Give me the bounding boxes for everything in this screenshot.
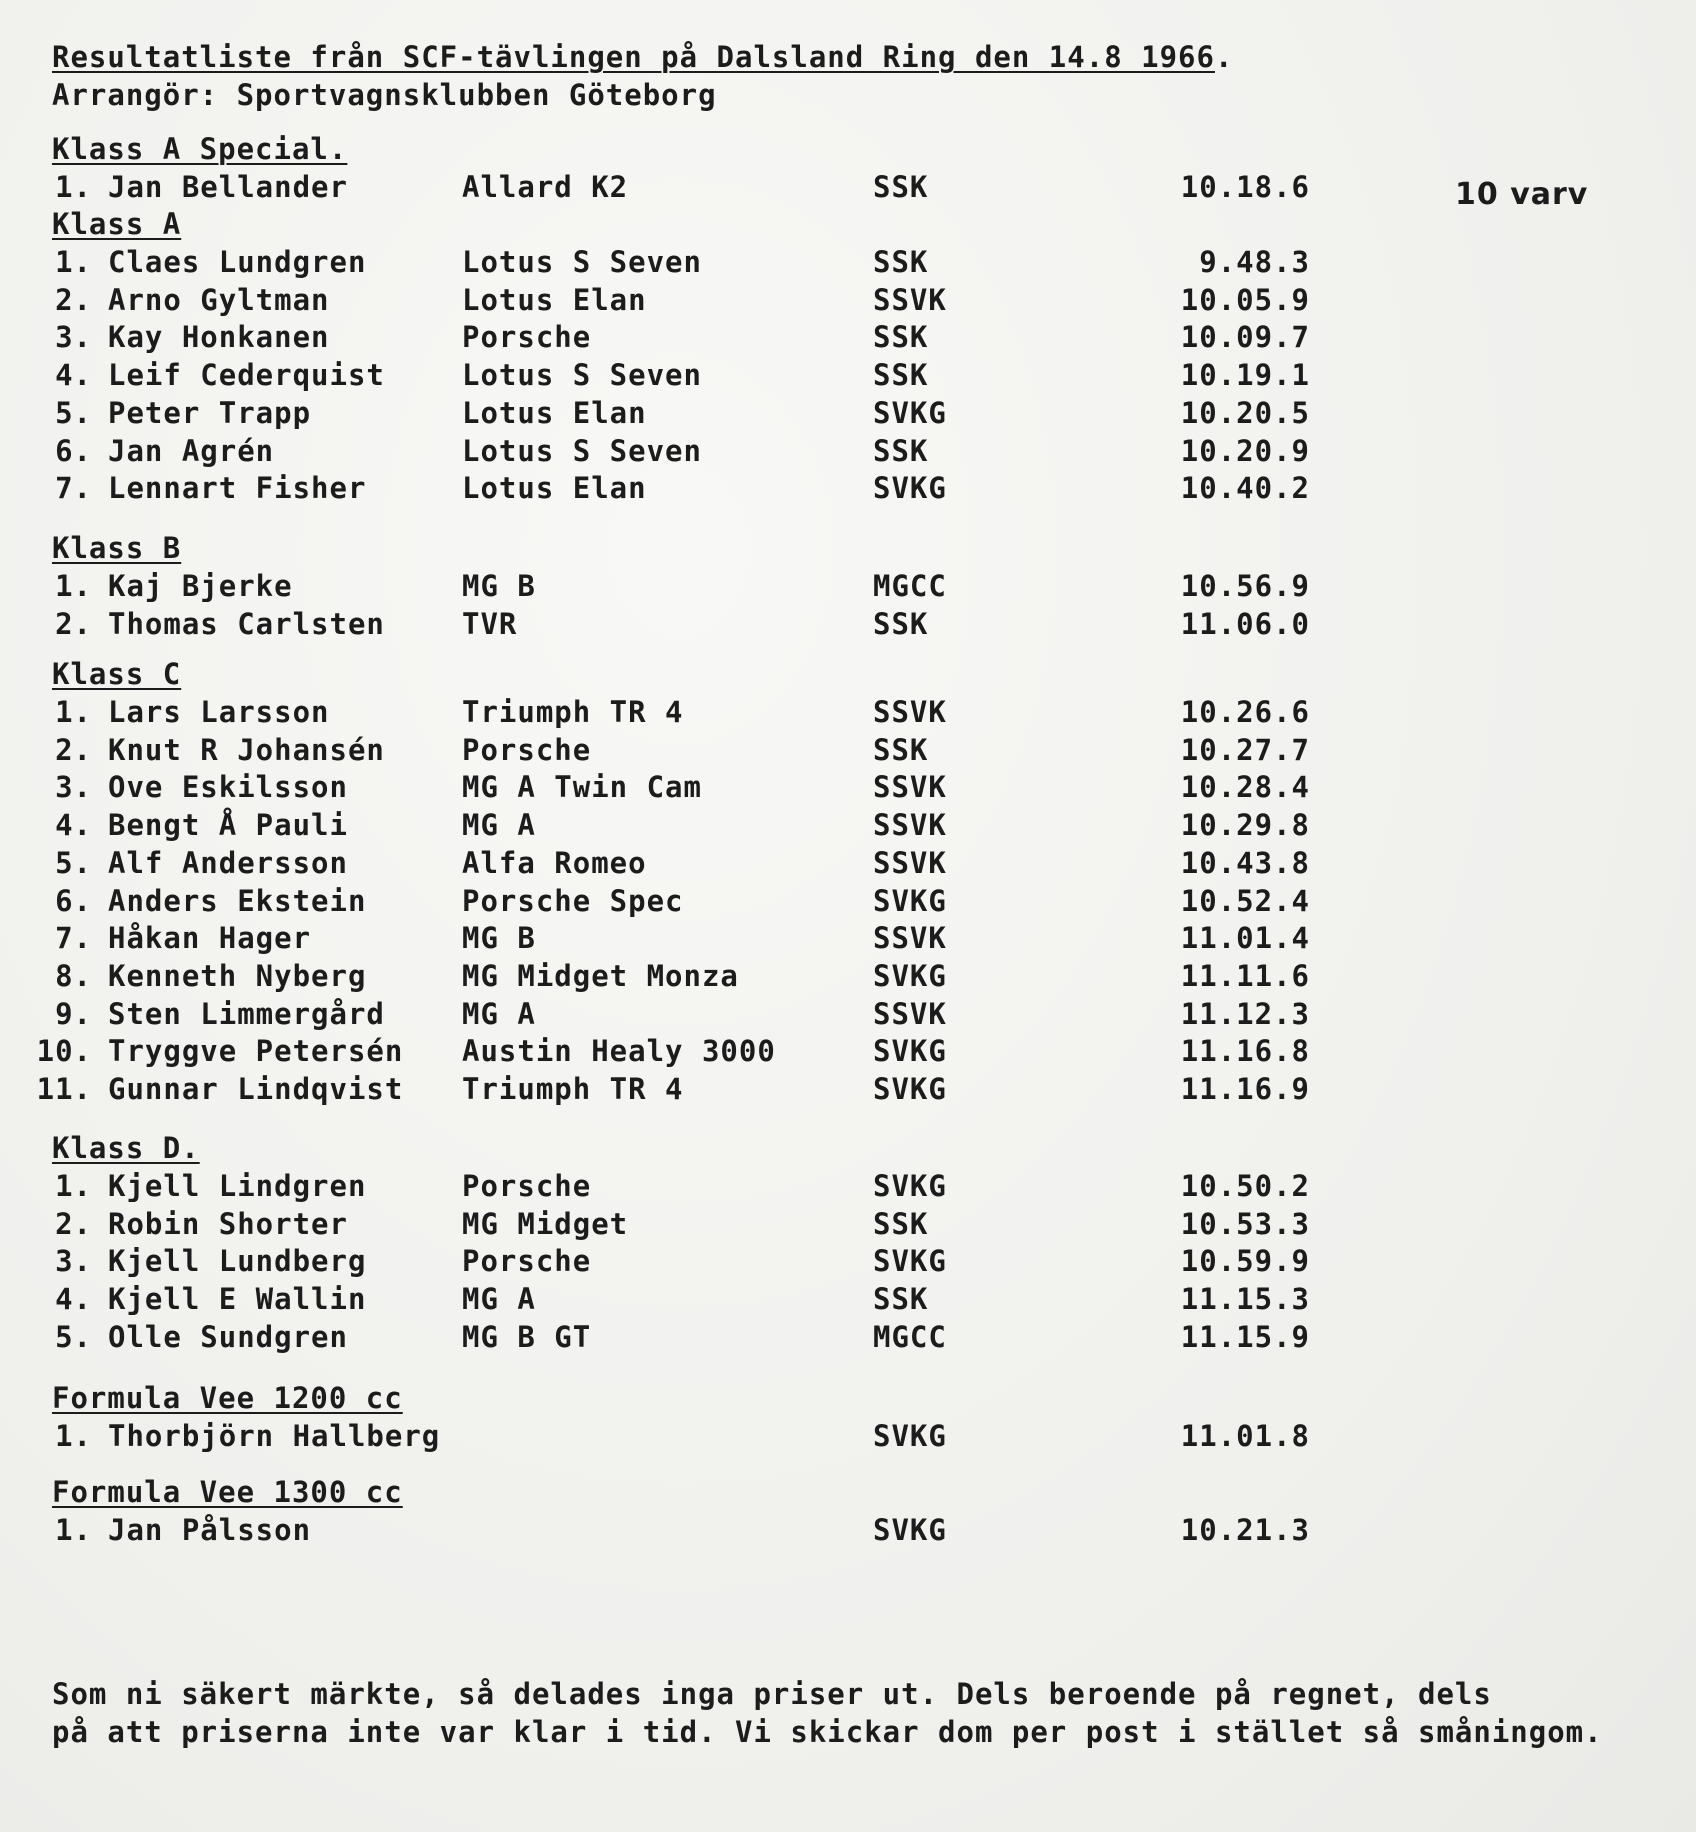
position: 7. (55, 471, 92, 506)
club: SSVK (873, 282, 947, 317)
car-model: Porsche (462, 1244, 592, 1279)
result-row (0, 170, 1696, 208)
car-model: Porsche Spec (462, 883, 684, 918)
driver-name: Kenneth Nyberg (108, 958, 367, 993)
position: 5. (55, 845, 92, 880)
club: SSK (873, 1206, 929, 1241)
lap-time: 10.20.9 (1180, 433, 1310, 468)
lap-time: 10.52.4 (1180, 883, 1310, 918)
car-model: Triumph TR 4 (462, 1072, 684, 1106)
result-row (0, 959, 1696, 997)
result-row (0, 1207, 1696, 1245)
result-row (0, 733, 1696, 771)
lap-time: 11.12.3 (1180, 996, 1310, 1031)
lap-time: 10.21.3 (1180, 1513, 1310, 1547)
driver-name: Gunnar Lindqvist (108, 1072, 404, 1106)
position: 6. (55, 883, 92, 918)
class-title: Klass A Special. (52, 132, 348, 166)
position: 2. (55, 282, 92, 317)
car-model: Lotus Elan (462, 471, 647, 506)
lap-time: 11.15.3 (1180, 1282, 1310, 1317)
position: 8. (55, 958, 92, 993)
club: MGCC (873, 569, 947, 603)
result-row (0, 396, 1696, 434)
car-model: Austin Healy 3000 (462, 1034, 776, 1069)
driver-name: Håkan Hager (108, 921, 312, 956)
lap-time: 10.28.4 (1180, 770, 1310, 805)
driver-name: Alf Andersson (108, 845, 348, 880)
position: 1. (55, 1419, 92, 1453)
class-title: Formula Vee 1200 cc (52, 1381, 403, 1415)
lap-time: 10.26.6 (1180, 695, 1310, 729)
lap-time: 10.09.7 (1180, 320, 1310, 355)
position: 3. (55, 770, 92, 805)
car-model: MG B GT (462, 1319, 592, 1354)
result-row (0, 770, 1696, 808)
position: 1. (55, 170, 92, 204)
footer-note (52, 1675, 1603, 1751)
position: 2. (55, 1206, 92, 1241)
driver-name: Knut R Johansén (108, 732, 385, 767)
position: 3. (55, 1244, 92, 1279)
position: 2. (55, 732, 92, 767)
position: 10. (36, 1034, 92, 1069)
lap-time: 10.56.9 (1180, 569, 1310, 603)
class-title: Formula Vee 1300 cc (52, 1475, 403, 1509)
results-title-period: . (1214, 40, 1234, 74)
driver-name: Thomas Carlsten (108, 606, 385, 641)
driver-name: Kaj Bjerke (108, 569, 293, 603)
lap-time: 10.50.2 (1180, 1169, 1310, 1203)
club: MGCC (873, 1319, 947, 1354)
club: SVKG (873, 1513, 947, 1547)
driver-name: Ove Eskilsson (108, 770, 348, 805)
car-model: MG B (462, 569, 536, 603)
car-model: MG A Twin Cam (462, 770, 702, 805)
result-row (0, 1034, 1696, 1072)
car-model: Alfa Romeo (462, 845, 647, 880)
lap-time: 10.20.5 (1180, 395, 1310, 430)
car-model: Lotus Elan (462, 282, 647, 317)
position: 3. (55, 320, 92, 355)
position: 9. (55, 996, 92, 1031)
result-row (0, 846, 1696, 884)
lap-time: 10.29.8 (1180, 808, 1310, 843)
result-row (0, 808, 1696, 846)
position: 4. (55, 1282, 92, 1317)
side-note-laps: 10 varv (1455, 177, 1589, 212)
document-header (52, 38, 1233, 114)
club: SSVK (873, 695, 947, 729)
car-model: Porsche (462, 732, 592, 767)
result-row (0, 569, 1696, 607)
position: 1. (55, 569, 92, 603)
lap-time: 10.40.2 (1180, 471, 1310, 506)
driver-name: Robin Shorter (108, 1206, 348, 1241)
driver-name: Kjell Lindgren (108, 1169, 367, 1203)
driver-name: Lars Larsson (108, 695, 330, 729)
driver-name: Jan Bellander (108, 170, 348, 204)
club: SVKG (873, 958, 947, 993)
result-row (0, 1282, 1696, 1320)
result-row (0, 434, 1696, 472)
club: SSVK (873, 770, 947, 805)
driver-name: Bengt Å Pauli (108, 808, 348, 843)
driver-name: Jan Agrén (108, 433, 275, 468)
driver-name: Kjell Lundberg (108, 1244, 367, 1279)
lap-time: 9.48.3 (1199, 245, 1310, 279)
car-model: Porsche (462, 320, 592, 355)
result-row (0, 695, 1696, 733)
result-row (0, 320, 1696, 358)
club: SVKG (873, 1034, 947, 1069)
driver-name: Claes Lundgren (108, 245, 367, 279)
footer-line-2: på att priserna inte var klar i tid. Vi skickar dom per post i stället så småningom. (52, 1715, 1603, 1749)
organizer-line: Arrangör: Sportvagnsklubben Göteborg (52, 78, 717, 112)
position: 4. (55, 808, 92, 843)
driver-name: Sten Limmergård (108, 996, 385, 1031)
class-title: Klass B (52, 531, 182, 565)
position: 5. (55, 1319, 92, 1354)
driver-name: Peter Trapp (108, 395, 312, 430)
lap-time: 10.53.3 (1180, 1206, 1310, 1241)
club: SSK (873, 732, 929, 767)
club: SVKG (873, 1419, 947, 1453)
lap-time: 11.01.8 (1180, 1419, 1310, 1453)
results-title: Resultatliste från SCF-tävlingen på Dalsland Ring den 14.8 1966 (52, 40, 1215, 74)
result-row (0, 1419, 1696, 1457)
car-model: Lotus S Seven (462, 245, 702, 279)
result-row (0, 921, 1696, 959)
car-model: MG A (462, 808, 536, 843)
car-model: Triumph TR 4 (462, 695, 684, 729)
driver-name: Jan Pålsson (108, 1513, 312, 1547)
lap-time: 11.01.4 (1180, 921, 1310, 956)
club: SVKG (873, 1072, 947, 1106)
club: SSVK (873, 845, 947, 880)
lap-time: 10.43.8 (1180, 845, 1310, 880)
result-row (0, 283, 1696, 321)
driver-name: Olle Sundgren (108, 1319, 348, 1354)
driver-name: Kjell E Wallin (108, 1282, 367, 1317)
result-row (0, 1072, 1696, 1110)
car-model: MG A (462, 1282, 536, 1317)
lap-time: 11.16.9 (1180, 1072, 1310, 1106)
driver-name: Lennart Fisher (108, 471, 367, 506)
lap-time: 11.15.9 (1180, 1319, 1310, 1354)
position: 6. (55, 433, 92, 468)
position: 4. (55, 358, 92, 393)
result-row (0, 1244, 1696, 1282)
result-row (0, 607, 1696, 645)
position: 1. (55, 245, 92, 279)
driver-name: Leif Cederquist (108, 358, 385, 393)
club: SVKG (873, 471, 947, 506)
driver-name: Kay Honkanen (108, 320, 330, 355)
club: SSK (873, 358, 929, 393)
lap-time: 10.19.1 (1180, 358, 1310, 393)
position: 1. (55, 695, 92, 729)
lap-time: 11.16.8 (1180, 1034, 1310, 1069)
club: SSK (873, 606, 929, 641)
club: SVKG (873, 883, 947, 918)
header-title-line (52, 38, 1233, 76)
club: SSK (873, 1282, 929, 1317)
lap-time: 10.27.7 (1180, 732, 1310, 767)
car-model: Lotus S Seven (462, 433, 702, 468)
car-model: Lotus S Seven (462, 358, 702, 393)
result-row (0, 245, 1696, 283)
position: 11. (36, 1072, 92, 1106)
lap-time: 11.06.0 (1180, 606, 1310, 641)
club: SSK (873, 433, 929, 468)
club: SSVK (873, 921, 947, 956)
class-title: Klass A (52, 207, 182, 241)
club: SSK (873, 320, 929, 355)
club: SVKG (873, 1169, 947, 1203)
club: SVKG (873, 1244, 947, 1279)
lap-time: 11.11.6 (1180, 958, 1310, 993)
car-model: MG B (462, 921, 536, 956)
position: 1. (55, 1169, 92, 1203)
driver-name: Arno Gyltman (108, 282, 330, 317)
lap-time: 10.18.6 (1180, 170, 1310, 204)
result-row (0, 997, 1696, 1035)
club: SSVK (873, 996, 947, 1031)
club: SSK (873, 170, 929, 204)
lap-time: 10.59.9 (1180, 1244, 1310, 1279)
car-model: MG A (462, 996, 536, 1031)
car-model: Allard K2 (462, 170, 629, 204)
position: 7. (55, 921, 92, 956)
car-model: MG Midget Monza (462, 958, 739, 993)
class-title: Klass C (52, 657, 182, 691)
position: 2. (55, 606, 92, 641)
result-row (0, 1169, 1696, 1207)
club: SVKG (873, 395, 947, 430)
car-model: Porsche (462, 1169, 592, 1203)
class-title: Klass D. (52, 1131, 200, 1165)
result-row (0, 471, 1696, 509)
car-model: TVR (462, 606, 518, 641)
car-model: Lotus Elan (462, 395, 647, 430)
result-row (0, 358, 1696, 396)
lap-time: 10.05.9 (1180, 282, 1310, 317)
driver-name: Thorbjörn Hallberg (108, 1419, 441, 1453)
result-row (0, 1513, 1696, 1551)
driver-name: Anders Ekstein (108, 883, 367, 918)
position: 1. (55, 1513, 92, 1547)
club: SSK (873, 245, 929, 279)
driver-name: Tryggve Petersén (108, 1034, 404, 1069)
club: SSVK (873, 808, 947, 843)
car-model: MG Midget (462, 1206, 629, 1241)
footer-line-1: Som ni säkert märkte, så delades inga priser ut. Dels beroende på regnet, dels (52, 1677, 1492, 1711)
result-row (0, 884, 1696, 922)
result-row (0, 1320, 1696, 1358)
position: 5. (55, 395, 92, 430)
